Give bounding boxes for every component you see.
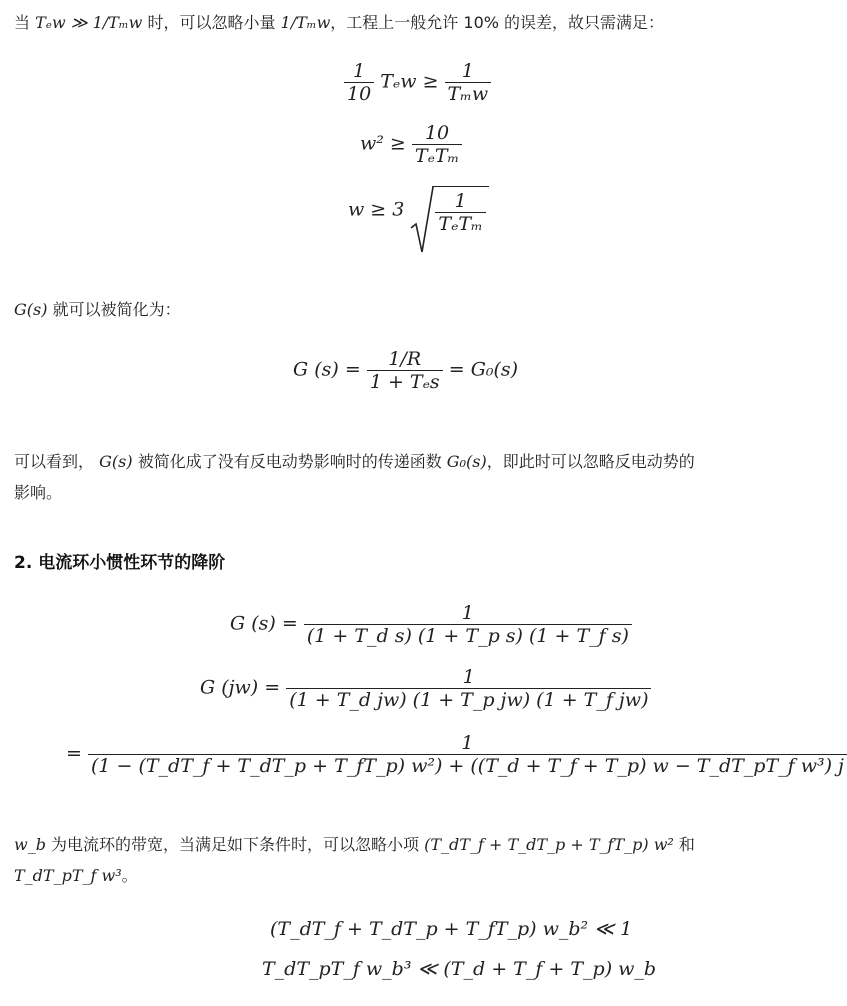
fraction-tenth: $\frac{1}{10}$ [344, 60, 374, 105]
fraction-g: $\frac{1/R}{\text{1 + Tₑs}}$ [367, 348, 443, 393]
equation-g-jw: G (jw) = $\frac{1}{\text{(1 + T\_d jw) (1 + T\_p jw) (1 + T\_f jw)}}$ [200, 666, 651, 711]
inline-math-g: G(s) [14, 300, 48, 319]
section-heading: 2. 电流环小惯性环节的降阶 [14, 553, 226, 573]
inline-math-g2: G(s) [99, 452, 133, 471]
inline-math-small-term-1: (T_dT_f + T_dT_p + T_fT_p) w² [424, 835, 674, 854]
fraction-g-s: $\frac{1}{\text{(1 + T\_d s) (1 + T\_p s) (1 + T\_f s)}}$ [304, 602, 632, 647]
text-2: ，工程上一般允许 10% 的误差，故只需满足： [330, 13, 665, 32]
paragraph-simplify [14, 294, 834, 325]
inequality-1 [344, 60, 491, 105]
inline-math-wb: w_b [14, 835, 46, 854]
inline-math-condition: Tₑw ≫ 1/Tₘw [35, 13, 143, 32]
equation-g-s: G (s) = $\frac{1}{\text{(1 + T\_d s) (1 + T\_p s) (1 + T\_f s)}}$ [230, 602, 632, 647]
condition-2: T_dT_pT_f w_b³ ≪ (T_d + T_f + T_p) w_b [262, 958, 657, 980]
equation-g-simplified [293, 348, 518, 393]
paragraph-conclusion: 可以看到， G(s) 被简化成了没有反电动势影响时的传递函数 G₀(s)，即此时可以忽略反电动势的 影响。 [14, 452, 695, 502]
text-simplify: 就可以被简化为： [52, 300, 181, 319]
fraction-g-jw: $\frac{1}{\text{(1 + T\_d jw) (1 + T\_p jw) (1 + T\_f jw)}}$ [286, 666, 651, 711]
paragraph-bandwidth: w_b 为电流环的带宽，当满足如下条件时，可以忽略小项 (T_dT_f + T_dT_p + T_fT_p) w² 和 T_dT_pT_f w³。 [14, 835, 695, 885]
radical-sign-icon [410, 186, 434, 256]
ineq2-lhs: w² ≥ [360, 132, 406, 155]
inequality-3 [348, 186, 489, 235]
eq-g-lhs: G (s) = [293, 358, 361, 381]
paragraph-approximation [14, 7, 834, 38]
sqrt-radical [410, 186, 488, 235]
eq-g-rhs: = G₀(s) [448, 358, 519, 381]
inline-math-g0: G₀(s) [446, 452, 487, 471]
fraction-ten-over: $\frac{10}{\text{TₑTₘ}}$ [412, 122, 462, 167]
inline-math-small-term: 1/Tₘw [280, 13, 331, 32]
text-lead: 当 [14, 13, 31, 32]
condition-1: (T_dT_f + T_dT_p + T_fT_p) w_b² ≪ 1 [270, 918, 633, 940]
text-1: 时，可以忽略小量 [147, 13, 276, 32]
inline-math-small-term-2: T_dT_pT_f w³ [14, 866, 122, 885]
ineq1-mid: Tₑw ≥ [380, 70, 439, 93]
inequality-2 [360, 122, 462, 167]
fraction-under-root: $\frac{1}{\text{TₑTₘ}}$ [435, 190, 485, 235]
equation-expanded: = 1 (1 − (T_dT_f + T_dT_p + T_fT_p) w²) + ((T_d + T_f + T_p) w − T_dT_pT_f w³) j [66, 732, 847, 777]
fraction-expanded: 1 (1 − (T_dT_f + T_dT_p + T_fT_p) w²) + ((T_d + T_f + T_p) w − T_dT_pT_f w³) j [88, 732, 847, 777]
ineq3-lhs: w ≥ 3 [348, 198, 405, 221]
fraction-rhs: $\frac{1}{\text{Tₘw}}$ [445, 60, 492, 105]
